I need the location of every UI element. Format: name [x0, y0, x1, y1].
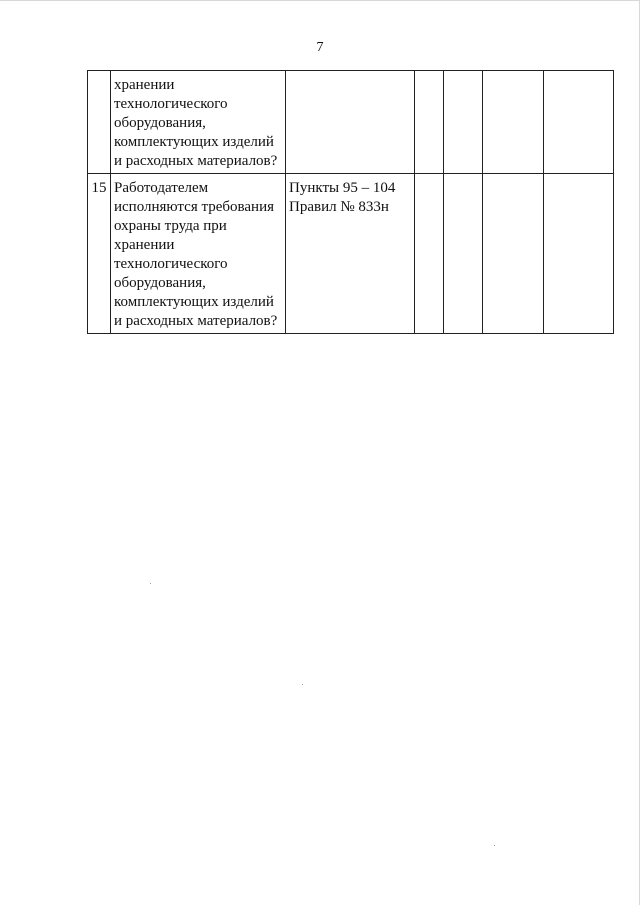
checklist-table: [87, 70, 614, 334]
answer-cell-na: [483, 174, 544, 334]
question-cell: Работодателем исполняются требования охраны труда при хранении технологического оборудования, комплектующих изделий и расходных материалов?: [111, 174, 286, 334]
answer-cell-yes: [415, 71, 444, 174]
row-number-cell: 15: [88, 174, 111, 334]
scan-speck: [150, 583, 151, 584]
page-number: 7: [316, 40, 324, 55]
reference-cell: Пункты 95 – 104 Правил № 833н: [286, 174, 415, 334]
answer-cell-no: [444, 174, 483, 334]
scan-speck: [494, 845, 495, 846]
page-top-edge: [0, 0, 640, 1]
row-number-cell: [88, 71, 111, 174]
question-cell: хранении технологического оборудования, комплектующих изделий и расходных материалов?: [111, 71, 286, 174]
scan-speck: [302, 684, 303, 685]
reference-cell: [286, 71, 415, 174]
answer-cell-yes: [415, 174, 444, 334]
answer-cell-na: [483, 71, 544, 174]
table-row-15: [88, 174, 614, 334]
notes-cell: [544, 174, 614, 334]
table-row-continuation: [88, 71, 614, 174]
answer-cell-no: [444, 71, 483, 174]
notes-cell: [544, 71, 614, 174]
